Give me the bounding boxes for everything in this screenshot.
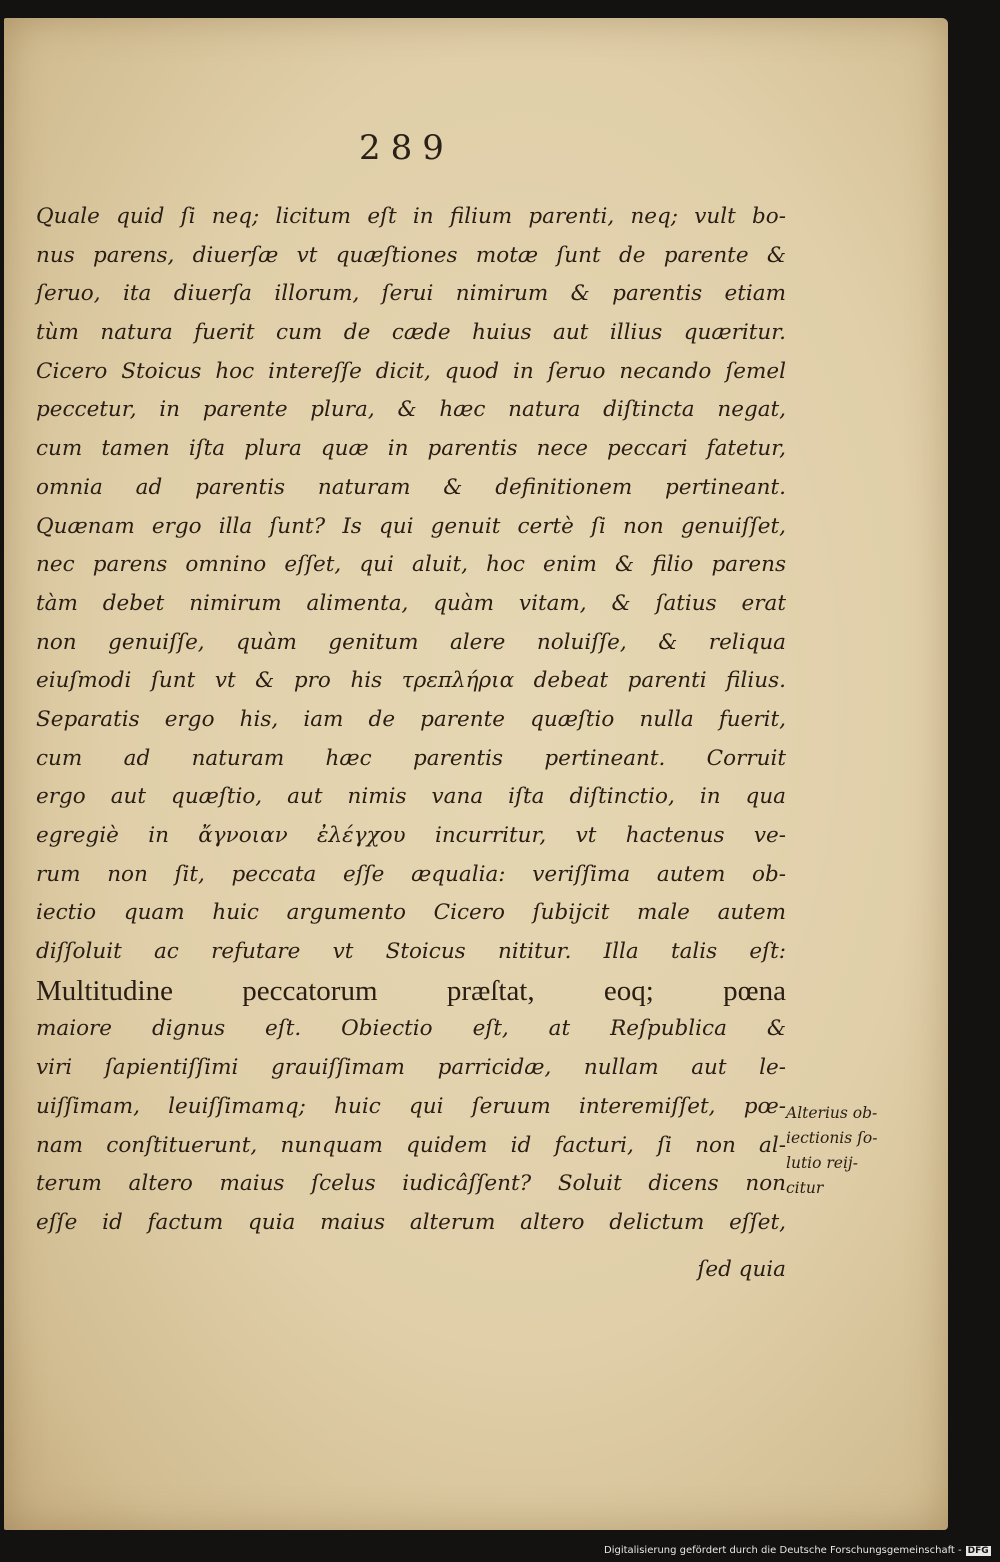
text-line: nus parens, diuerſæ vt quæſtiones motæ ſunt de parente & xyxy=(36,242,786,268)
text-line: iectio quam huic argumento Cicero ſubijcit male autem xyxy=(36,900,786,926)
text-line: eſſe id factum quia maius alterum altero delictum eſſet, xyxy=(36,1209,786,1235)
text-line: tùm natura fuerit cum de cæde huius aut illius quæritur. xyxy=(36,320,786,346)
text-line: Quale quid ſi neq; licitum eſt in filium parenti, neq; vult bo- xyxy=(36,204,786,229)
text-line: eiuſmodi ſunt vt & pro his τρεπλήρια debeat parenti filius. xyxy=(36,668,786,694)
text-line: uiſſimam, leuiſſimamq; huic qui ſeruum interemiſſet, pœ- xyxy=(36,1093,786,1119)
text-line: cum tamen iſta plura quæ in parentis nece peccari fatetur, xyxy=(36,436,786,462)
page-number: 289 xyxy=(359,128,454,168)
text-line-emphasis: Multitudine peccatorum præſtat, eoq; pœna xyxy=(36,974,786,1007)
text-line-mixed xyxy=(36,1010,786,1049)
text-line: rum non ſit, peccata eſſe æqualia: veriſſima autem ob- xyxy=(36,861,786,887)
marginal-note-line: citur xyxy=(786,1179,824,1197)
catchword: ſed quia xyxy=(697,1256,786,1282)
book-page xyxy=(4,18,948,1530)
marginal-note-line: iectionis ſo- xyxy=(786,1129,878,1147)
marginal-note-line: lutio reij- xyxy=(786,1154,858,1172)
digitization-footer xyxy=(604,1545,991,1556)
text-line: viri ſapientiſſimi grauiſſimam parricidæ, nullam aut le- xyxy=(36,1055,786,1081)
text-line: nam conſtituerunt, nunquam quidem id facturi, ſi non al- xyxy=(36,1132,786,1158)
marginal-note-line: Alterius ob- xyxy=(786,1104,878,1122)
text-line: egregiè in ἄγνοιαν ἐλέγχου incurritur, vt hactenus ve- xyxy=(36,823,786,848)
text-line: ergo aut quæſtio, aut nimis vana iſta diſtinctio, in qua xyxy=(36,784,786,810)
text-line: nec parens omnino eſſet, qui aluit, hoc enim & filio parens xyxy=(36,552,786,578)
text-line: terum altero maius ſcelus iudicâſſent? Soluit dicens non xyxy=(36,1171,786,1197)
text-line: Quænam ergo illa ſunt? Is qui genuit certè ſi non genuiſſet, xyxy=(36,513,786,539)
text-line: ſeruo, ita diuerſa illorum, ſerui nimirum & parentis etiam xyxy=(36,281,786,307)
text-line: Separatis ergo his, iam de parente quæſtio nulla fuerit, xyxy=(36,706,786,732)
text-line: non genuiſſe, quàm genitum alere noluiſſe, & reliqua xyxy=(36,629,786,655)
text-line: omnia ad parentis naturam & definitionem pertineant. xyxy=(36,474,786,500)
text-line: tàm debet nimirum alimenta, quàm vitam, & ſatius erat xyxy=(36,590,786,616)
main-text-block xyxy=(36,198,786,1289)
text-line: peccetur, in parente plura, & hæc natura diſtincta negat, xyxy=(36,397,786,423)
marginal-note xyxy=(786,1101,906,1201)
text-line-emphasis-part: maiore dignus eſt. Obiectio eſt, at Reſpublica & xyxy=(36,1016,786,1042)
footer-text: Digitalisierung gefördert durch die Deutsche Forschungsgemeinschaft - xyxy=(604,1545,962,1556)
text-line: cum ad naturam hæc parentis pertineant. Corruit xyxy=(36,745,786,771)
text-line: Cicero Stoicus hoc intereſſe dicit, quod in ſeruo necando ſemel xyxy=(36,358,786,384)
dfg-logo: DFG xyxy=(967,1546,989,1556)
text-line: diſſoluit ac refutare vt Stoicus nititur. Illa talis eſt: xyxy=(36,939,786,965)
